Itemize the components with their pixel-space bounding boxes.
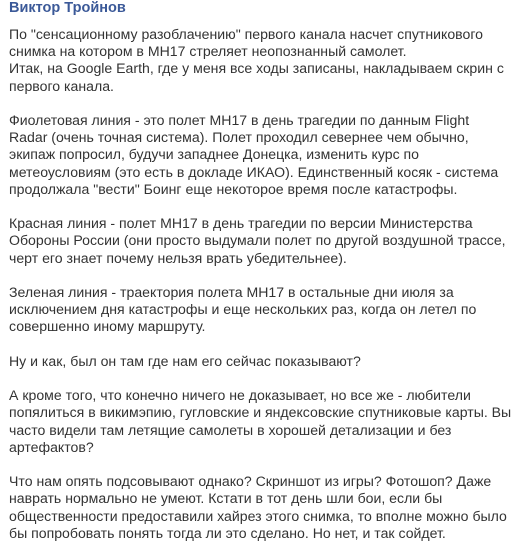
post-text-line: Красная линия - полет МН17 в день трагедии по версии Министерства: [9, 215, 473, 232]
author-name-link[interactable]: Виктор Тройнов: [9, 0, 126, 16]
post-text-line: продолжала "вести" Боинг еще некоторое время после катастрофы.: [9, 180, 458, 197]
post-text-line: Radar (очень точная система). Полет проходил севернее чем обычно,: [9, 129, 469, 146]
post-text-line: По "сенсационному разоблачению" первого канала насчет спутникового: [9, 26, 484, 42]
post-paragraph-6: [9, 387, 525, 456]
post-body: [9, 26, 525, 542]
post-paragraph-7: [9, 473, 525, 542]
post-paragraph-2: [9, 112, 525, 198]
post-text-line: попялиться в викимэпию, гугловские и яндексовские спутниковые карты. Вы: [9, 404, 512, 421]
post-text-line: наврать нормально не умеют. Кстати в тот день шли бои, если бы: [9, 490, 443, 507]
post-text-line: Итак, на Google Earth, где у меня все ходы записаны, накладываем скрин с: [9, 60, 504, 77]
post-text-line: метеоусловиям (это есть в докладе ИКАО). Единственный косяк - система: [9, 163, 499, 180]
post-paragraph-1: [9, 26, 525, 95]
post-text-line: часто видели там летящие самолеты в хорошей детализации и без: [9, 421, 452, 438]
post-text-line: Обороны России (они просто выдумали полет по другой воздушной трассе,: [9, 232, 506, 249]
post-text-line: совершенно иному маршруту.: [9, 318, 206, 335]
post-text-line: Фиолетовая линия - это полет МН17 в день трагедии по данным Flight: [9, 112, 470, 128]
post-text-line: Зеленая линия - траектория полета МН17 в остальные дни июля за: [9, 284, 454, 300]
post-text-line: бы попробовать понять тогда ли это сделано. Но нет, и так сойдет.: [9, 524, 446, 541]
post-text-line: А кроме того, что конечно ничего не доказывает, но все же - любители: [9, 387, 471, 404]
post-paragraph-4: [9, 284, 525, 336]
post-text-line: артефактов?: [9, 438, 94, 455]
post-text-line: экипаж попросил, будучи западнее Донецка, изменить курс по: [9, 146, 420, 163]
post-text-line: Что нам опять подсовывают однако? Скриншот из игры? Фотошоп? Даже: [9, 473, 492, 490]
post-text-line: черт его знает почему нельзя врать убедительнее).: [9, 249, 347, 266]
post-text-line: общественности предоставили хайрез этого снимка, то вполне можно было: [9, 507, 507, 524]
post-text-line: Ну и как, был он там где нам его сейчас показывают?: [9, 352, 361, 369]
post-text-line: снимка на котором в МН17 стреляет неопознанный самолет.: [9, 43, 407, 60]
post-paragraph-5: [9, 353, 525, 370]
post-text-line: исключением дня катастрофы и еще нескольких раз, когда он летел по: [9, 301, 477, 318]
post-text-line: первого канала.: [9, 77, 114, 94]
post-paragraph-3: [9, 215, 525, 267]
